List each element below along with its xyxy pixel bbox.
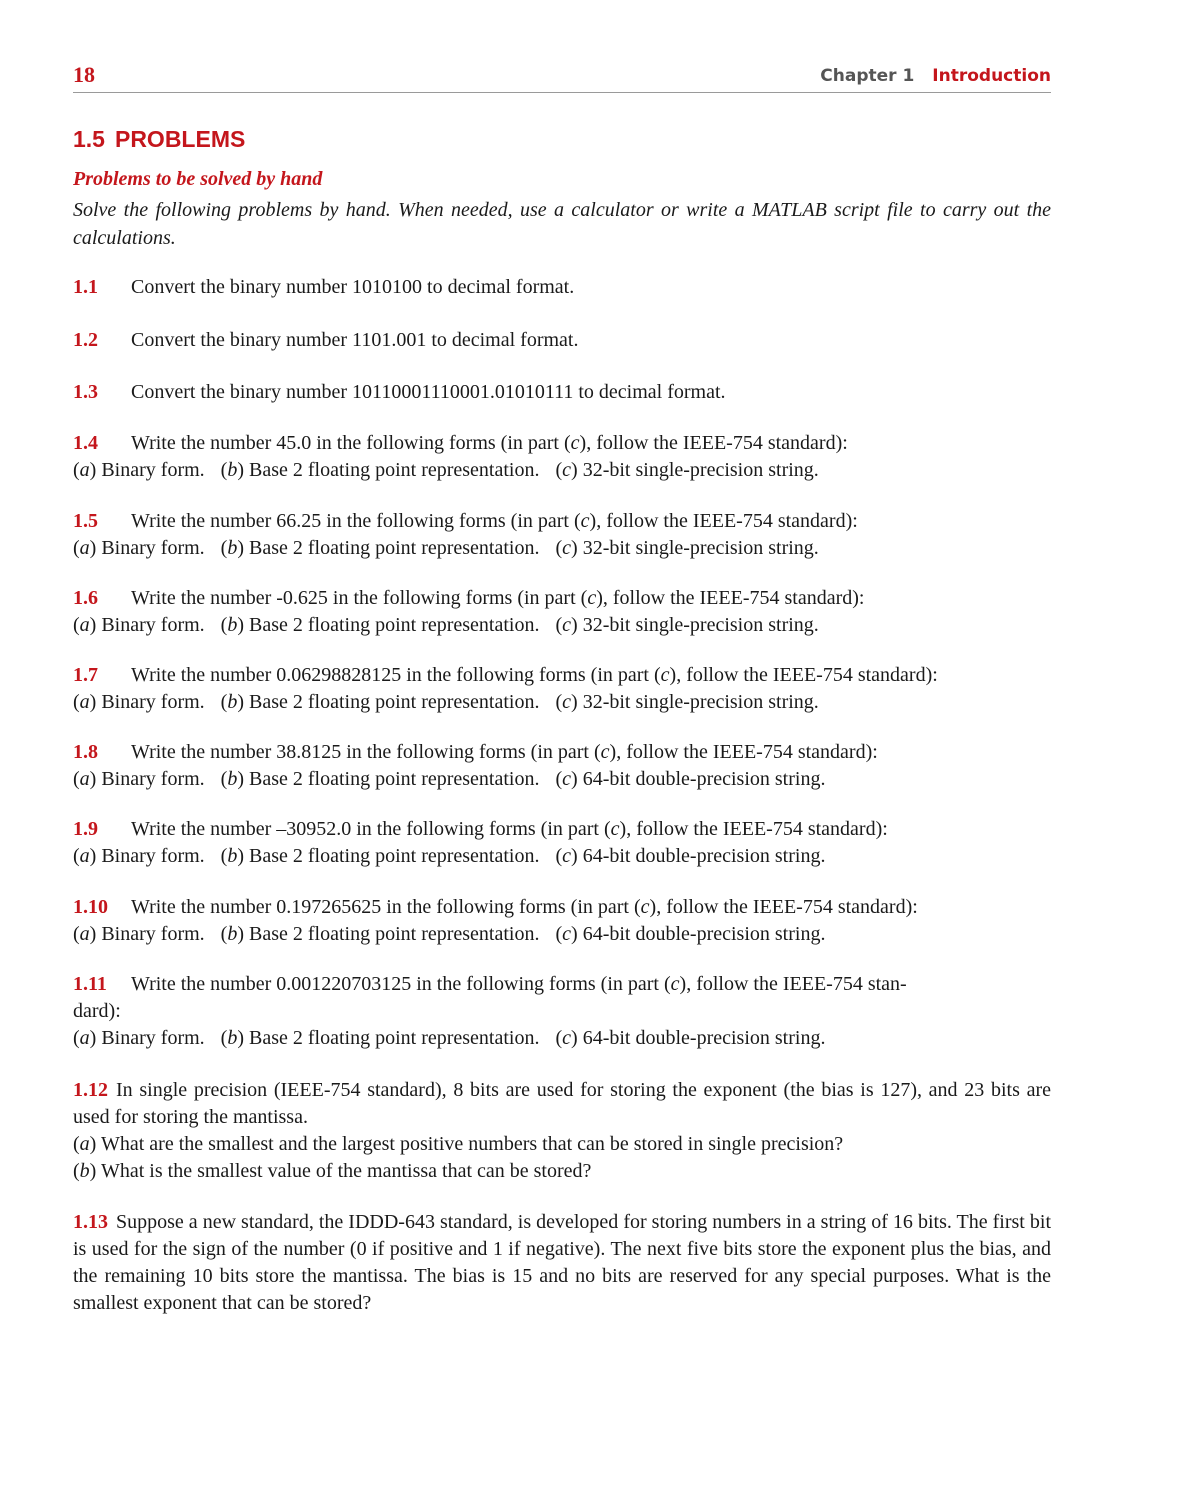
section-title: PROBLEMS (114, 126, 246, 152)
problem-continuation: dard): (73, 1000, 121, 1022)
problem-item: 1.11 Write the number 0.001220703125 in the following forms (in part (c), follow the IEEE-754 stan- dard): (a) Binary form. (b) Base 2 floating point representation. (c) 64-bit double-precision string. (73, 971, 1051, 1052)
problem-text: Write the number –30952.0 in the following forms (in part ( (131, 818, 611, 840)
problem-number: 1.4 (73, 432, 98, 454)
problem-number: 1.2 (73, 329, 98, 351)
chapter-label: Chapter 1 (820, 66, 915, 86)
problem-number: 1.3 (73, 381, 98, 403)
problem-item: 1.9 Write the number –30952.0 in the following forms (in part (c), follow the IEEE-754 standard): (a) Binary form. (b) Base 2 floating point representation. (c) 64-bit double-precision string. (73, 816, 1051, 870)
part-label: c (570, 432, 580, 454)
problem-item: 1.7 Write the number 0.06298828125 in the following forms (in part (c), follow the IEEE-754 standard): (a) Binary form. (b) Base 2 floating point representation. (c) 32-bit single-precision string. (73, 662, 1051, 716)
section-number: 1.5 (73, 126, 105, 152)
page-header (73, 60, 1051, 93)
problem-text: Write the number 0.001220703125 in the following forms (in part ( (131, 973, 671, 995)
problem-part-b: (b) What is the smallest value of the mantissa that can be stored? (73, 1160, 592, 1182)
problem-number: 1.9 (73, 818, 98, 840)
section-heading (73, 126, 245, 153)
problem-item (73, 327, 1051, 354)
problem-text: Suppose a new standard, the IDDD-643 standard, is developed for storing numbers in a string of 16 bits. The first bit is used for the sign of the number (0 if positive and 1 if negative). The next five bits store the exponent plus the bias, and the remaining 10 bits store the mantissa. The bias is 15 and no bits are reserved for any special purposes. What is the smallest exponent that can be stored? (73, 1211, 1051, 1314)
problem-number: 1.5 (73, 510, 98, 532)
problem-number: 1.10 (73, 896, 108, 918)
problem-parts: (a) Binary form. (b) Base 2 floating point representation. (c) 64-bit double-precision string. (73, 1027, 826, 1049)
problem-text: Write the number -0.625 in the following forms (in part ( (131, 587, 588, 609)
problem-item (73, 1209, 1051, 1317)
problem-item: 1.8 Write the number 38.8125 in the following forms (in part (c), follow the IEEE-754 standard): (a) Binary form. (b) Base 2 floating point representation. (c) 64-bit double-precision string. (73, 739, 1051, 793)
problem-text: Write the number 0.197265625 in the following forms (in part ( (131, 896, 641, 918)
problem-part-a: (a) What are the smallest and the largest positive numbers that can be stored in single precision? (73, 1133, 844, 1155)
problem-text: In single precision (IEEE-754 standard), 8 bits are used for storing the exponent (the bias is 127), and 23 bits are used for storing the mantissa. (73, 1079, 1051, 1128)
problem-number: 1.12 (73, 1079, 108, 1101)
problem-text: Write the number 0.06298828125 in the following forms (in part ( (131, 664, 661, 686)
problem-number: 1.8 (73, 741, 98, 763)
problem-number: 1.6 (73, 587, 98, 609)
problem-suffix: ), follow the IEEE-754 standard): (579, 432, 848, 454)
problem-number: 1.7 (73, 664, 98, 686)
problem-item (73, 430, 1051, 484)
problem-item (73, 379, 1051, 406)
problem-text: Convert the binary number 10110001110001.01010111 to decimal format. (131, 381, 726, 403)
problem-item: 1.10 Write the number 0.197265625 in the following forms (in part (c), follow the IEEE-754 standard): (a) Binary form. (b) Base 2 floating point representation. (c) 64-bit double-precision string. (73, 894, 1051, 948)
problem-text: Convert the binary number 1010100 to decimal format. (131, 276, 575, 298)
problem-text: Convert the binary number 1101.001 to decimal format. (131, 329, 579, 351)
problem-parts: (a) Binary form. (b) Base 2 floating point representation. (c) 64-bit double-precision string. (73, 845, 826, 867)
running-head (820, 66, 1051, 86)
intro-paragraph: Solve the following problems by hand. When needed, use a calculator or write a MATLAB script file to carry out the calculations. (73, 199, 1051, 249)
problem-parts: (a) Binary form. (b) Base 2 floating point representation. (c) 32-bit single-precision string. (73, 459, 819, 481)
problem-text: Write the number 38.8125 in the following forms (in part ( (131, 741, 601, 763)
problem-item (73, 274, 1051, 301)
problem-item (73, 1077, 1051, 1185)
problem-number: 1.1 (73, 276, 98, 298)
page-number: 18 (73, 62, 95, 87)
problem-parts: (a) Binary form. (b) Base 2 floating point representation. (c) 32-bit single-precision string. (73, 614, 819, 636)
problem-text: Write the number 66.25 in the following forms (in part ( (131, 510, 581, 532)
problem-parts: (a) Binary form. (b) Base 2 floating point representation. (c) 32-bit single-precision string. (73, 537, 819, 559)
problem-parts: (a) Binary form. (b) Base 2 floating point representation. (c) 32-bit single-precision string. (73, 691, 819, 713)
problem-parts: (a) Binary form. (b) Base 2 floating point representation. (c) 64-bit double-precision string. (73, 768, 826, 790)
problem-item: 1.5 Write the number 66.25 in the following forms (in part (c), follow the IEEE-754 standard): (a) Binary form. (b) Base 2 floating point representation. (c) 32-bit single-precision string. (73, 508, 1051, 562)
problem-number: 1.11 (73, 973, 107, 995)
problem-parts: (a) Binary form. (b) Base 2 floating point representation. (c) 64-bit double-precision string. (73, 923, 826, 945)
problem-text: Write the number 45.0 in the following forms (in part ( (131, 432, 571, 454)
subheading: Problems to be solved by hand (73, 168, 323, 190)
problem-number: 1.13 (73, 1211, 108, 1233)
chapter-title: Introduction (932, 66, 1051, 86)
problem-item: 1.6 Write the number -0.625 in the following forms (in part (c), follow the IEEE-754 standard): (a) Binary form. (b) Base 2 floating point representation. (c) 32-bit single-precision string. (73, 585, 1051, 639)
